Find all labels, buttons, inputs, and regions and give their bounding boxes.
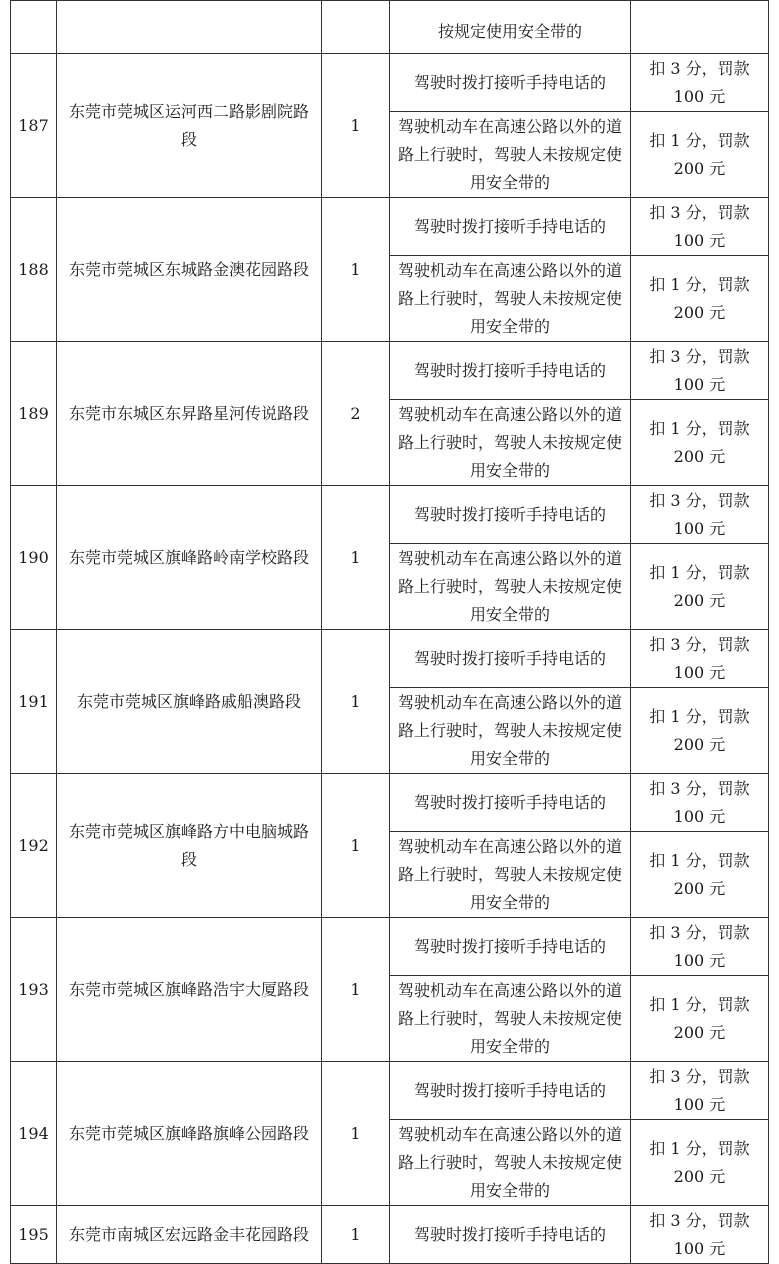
cell-no: 193	[11, 918, 57, 1062]
cell-location: 东莞市莞城区旗峰路方中电脑城路段	[57, 774, 322, 918]
cell-penalty: 扣 1 分，罚款 200 元	[631, 544, 769, 630]
cell-penalty: 扣 3 分，罚款 100 元	[631, 918, 769, 976]
cell-location	[57, 1, 322, 54]
cell-penalty: 扣 3 分，罚款 100 元	[631, 774, 769, 832]
table-row	[11, 918, 769, 976]
cell-count: 1	[322, 198, 390, 342]
cell-count: 1	[322, 486, 390, 630]
cell-count: 2	[322, 342, 390, 486]
cell-behavior: 驾驶机动车在高速公路以外的道路上行驶时，驾驶人未按规定使用安全带的	[390, 688, 631, 774]
cell-count: 1	[322, 1206, 390, 1264]
cell-location: 东莞市南城区宏远路金丰花园路段	[57, 1206, 322, 1264]
table-row	[11, 1206, 769, 1264]
cell-penalty: 扣 3 分，罚款 100 元	[631, 342, 769, 400]
cell-behavior: 驾驶机动车在高速公路以外的道路上行驶时，驾驶人未按规定使用安全带的	[390, 1120, 631, 1206]
table-row	[11, 774, 769, 832]
cell-behavior: 驾驶机动车在高速公路以外的道路上行驶时，驾驶人未按规定使用安全带的	[390, 832, 631, 918]
table-row	[11, 1062, 769, 1120]
cell-no: 190	[11, 486, 57, 630]
cell-penalty: 扣 1 分，罚款 200 元	[631, 1120, 769, 1206]
cell-penalty: 扣 3 分，罚款 100 元	[631, 630, 769, 688]
cell-penalty: 扣 1 分，罚款 200 元	[631, 400, 769, 486]
cell-no: 188	[11, 198, 57, 342]
table-row	[11, 198, 769, 256]
cell-penalty: 扣 1 分，罚款 200 元	[631, 688, 769, 774]
cell-penalty: 扣 1 分，罚款 200 元	[631, 976, 769, 1062]
cell-no: 191	[11, 630, 57, 774]
cell-penalty: 扣 3 分，罚款 100 元	[631, 54, 769, 112]
cell-behavior: 驾驶时拨打接听手持电话的	[390, 1206, 631, 1264]
cell-penalty: 扣 3 分，罚款 100 元	[631, 1062, 769, 1120]
cell-behavior: 驾驶时拨打接听手持电话的	[390, 1062, 631, 1120]
cell-behavior: 驾驶机动车在高速公路以外的道路上行驶时，驾驶人未按规定使用安全带的	[390, 400, 631, 486]
cell-location: 东莞市东城区东昇路星河传说路段	[57, 342, 322, 486]
cell-location: 东莞市莞城区东城路金澳花园路段	[57, 198, 322, 342]
continuation-row	[11, 1, 769, 54]
cell-behavior: 驾驶机动车在高速公路以外的道路上行驶时，驾驶人未按规定使用安全带的	[390, 976, 631, 1062]
cell-location: 东莞市莞城区旗峰路戚船澳路段	[57, 630, 322, 774]
table-row	[11, 54, 769, 112]
cell-behavior: 驾驶时拨打接听手持电话的	[390, 774, 631, 832]
cell-behavior: 驾驶时拨打接听手持电话的	[390, 198, 631, 256]
cell-behavior: 驾驶时拨打接听手持电话的	[390, 54, 631, 112]
cell-penalty: 扣 1 分，罚款 200 元	[631, 256, 769, 342]
cell-count: 1	[322, 54, 390, 198]
cell-no	[11, 1, 57, 54]
cell-penalty	[631, 1, 769, 54]
cell-no: 195	[11, 1206, 57, 1264]
cell-behavior: 驾驶时拨打接听手持电话的	[390, 342, 631, 400]
cell-penalty: 扣 1 分，罚款 200 元	[631, 112, 769, 198]
cell-count: 1	[322, 1062, 390, 1206]
cell-behavior: 驾驶时拨打接听手持电话的	[390, 918, 631, 976]
cell-penalty: 扣 1 分，罚款 200 元	[631, 832, 769, 918]
cell-behavior: 驾驶时拨打接听手持电话的	[390, 486, 631, 544]
cell-location: 东莞市莞城区旗峰路浩宇大厦路段	[57, 918, 322, 1062]
cell-count: 1	[322, 918, 390, 1062]
cell-count: 1	[322, 630, 390, 774]
cell-behavior: 驾驶机动车在高速公路以外的道路上行驶时，驾驶人未按规定使用安全带的	[390, 112, 631, 198]
cell-location: 东莞市莞城区旗峰路岭南学校路段	[57, 486, 322, 630]
cell-no: 189	[11, 342, 57, 486]
cell-no: 194	[11, 1062, 57, 1206]
table-row	[11, 630, 769, 688]
violation-table	[10, 0, 769, 1264]
cell-penalty: 扣 3 分，罚款 100 元	[631, 198, 769, 256]
cell-behavior: 驾驶机动车在高速公路以外的道路上行驶时，驾驶人未按规定使用安全带的	[390, 256, 631, 342]
cell-penalty: 扣 3 分，罚款 100 元	[631, 1206, 769, 1264]
cell-location: 东莞市莞城区旗峰路旗峰公园路段	[57, 1062, 322, 1206]
cell-no: 187	[11, 54, 57, 198]
cell-penalty: 扣 3 分，罚款 100 元	[631, 486, 769, 544]
table-row	[11, 342, 769, 400]
cell-count	[322, 1, 390, 54]
cell-count: 1	[322, 774, 390, 918]
cell-no: 192	[11, 774, 57, 918]
cell-location: 东莞市莞城区运河西二路影剧院路段	[57, 54, 322, 198]
cell-behavior: 按规定使用安全带的	[390, 1, 631, 54]
cell-behavior: 驾驶时拨打接听手持电话的	[390, 630, 631, 688]
table-row	[11, 486, 769, 544]
cell-behavior: 驾驶机动车在高速公路以外的道路上行驶时，驾驶人未按规定使用安全带的	[390, 544, 631, 630]
